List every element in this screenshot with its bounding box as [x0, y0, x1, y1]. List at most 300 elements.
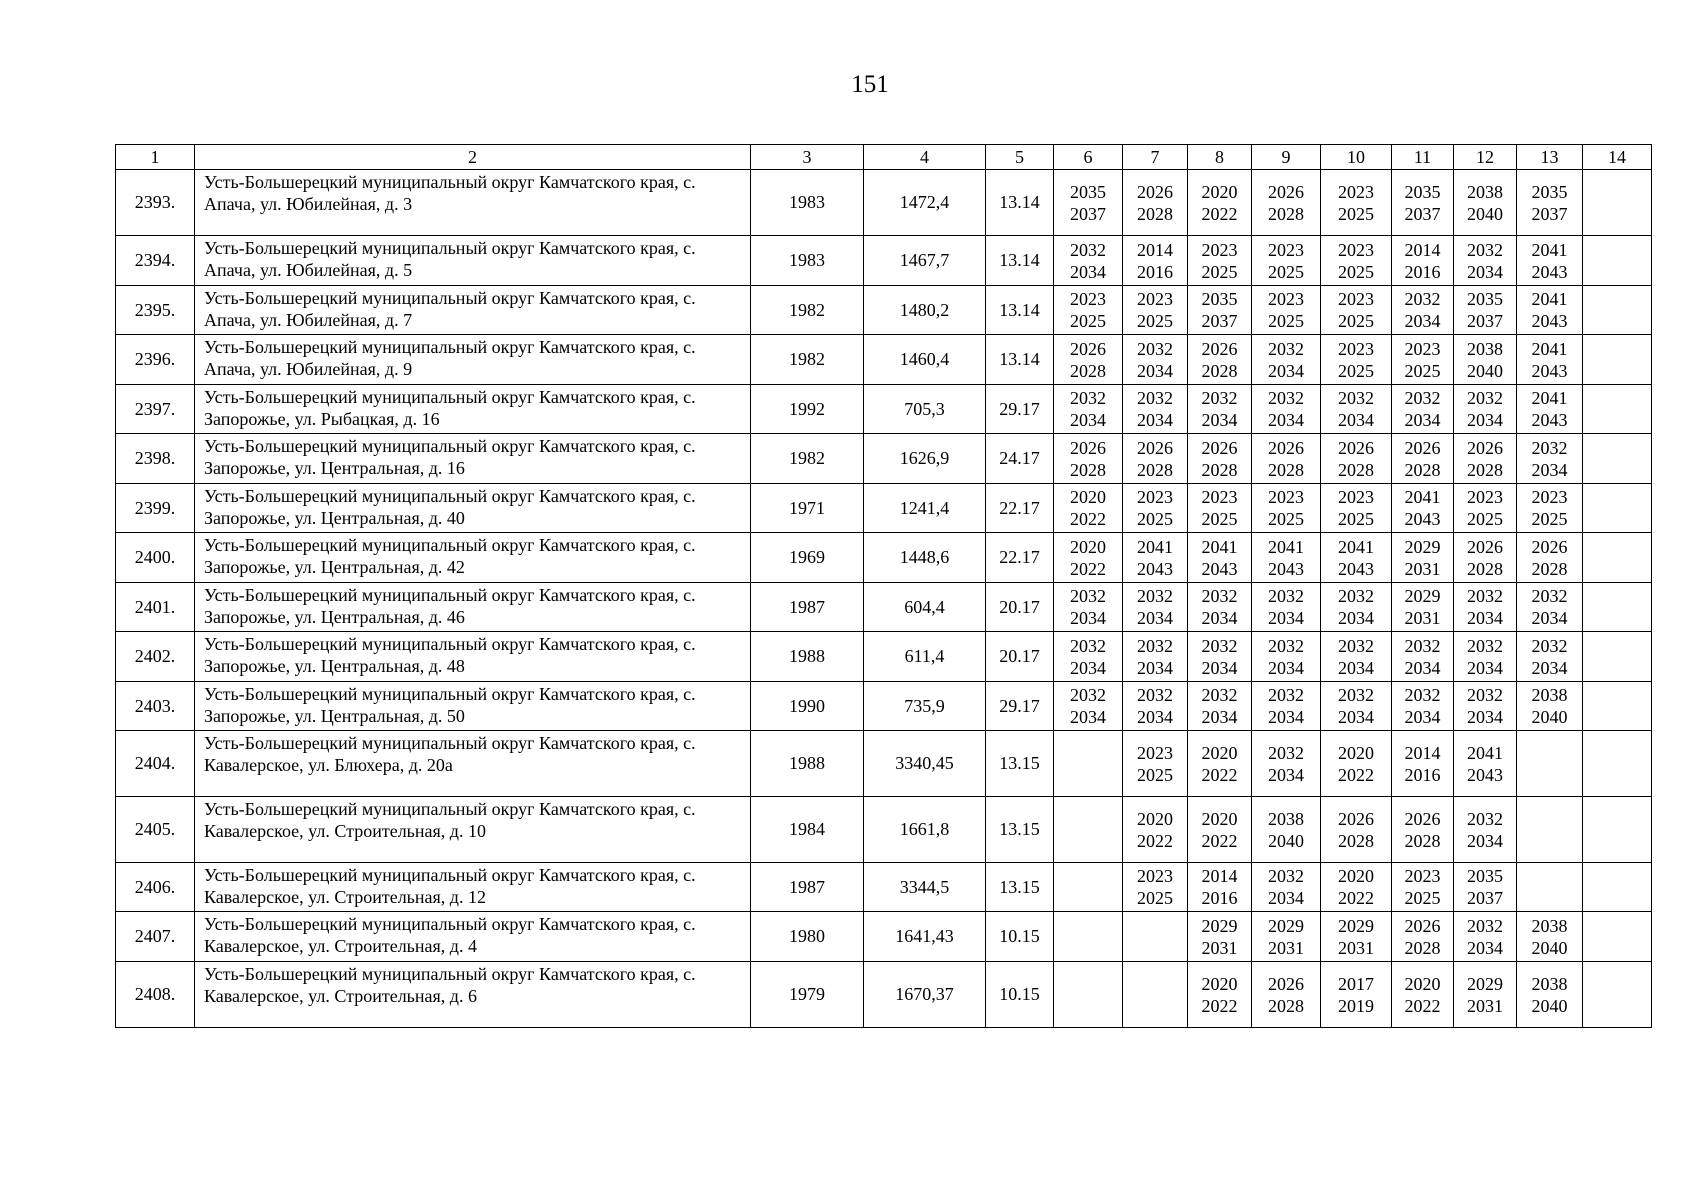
period-start-year: 2032	[1070, 239, 1106, 260]
period-cell-col-8	[1188, 731, 1252, 797]
period-cell-col-6	[1054, 484, 1123, 533]
period-range	[1252, 434, 1320, 483]
period-start-year: 2041	[1404, 487, 1441, 507]
period-range	[1517, 682, 1582, 730]
period-end-year: 2022	[1201, 764, 1238, 785]
period-cell-col-7	[1123, 484, 1188, 533]
period-end-year: 2025	[1404, 360, 1441, 381]
area-cell: 3340,45	[864, 731, 986, 797]
period-cell-col-13	[1517, 385, 1583, 434]
period-end-year: 2037	[1467, 311, 1503, 331]
area-cell: 1661,8	[864, 797, 986, 863]
area-cell: 611,4	[864, 632, 986, 682]
page-number: 151	[851, 71, 889, 98]
column-header-7: 7	[1123, 145, 1188, 170]
period-range	[1583, 912, 1651, 961]
row-number: 2408.	[116, 962, 195, 1028]
period-start-year: 2032	[1404, 635, 1441, 656]
period-cell-col-10	[1321, 335, 1392, 385]
period-start-year: 2029	[1338, 915, 1374, 936]
period-cell-col-9	[1252, 484, 1321, 533]
period-end-year: 2022	[1404, 995, 1441, 1016]
column-header-8: 8	[1188, 145, 1252, 170]
column-header-12: 12	[1454, 145, 1517, 170]
row-number: 2401.	[116, 583, 195, 632]
period-range	[1392, 434, 1453, 483]
row-number: 2406.	[116, 863, 195, 912]
period-range	[1517, 484, 1582, 532]
period-range	[1252, 236, 1320, 285]
period-range	[1054, 170, 1122, 235]
period-cell-col-12	[1454, 797, 1517, 863]
period-range	[1583, 583, 1651, 631]
period-end-year: 2037	[1201, 311, 1238, 331]
period-start-year: 2038	[1531, 915, 1568, 936]
code-cell: 13.15	[986, 797, 1054, 863]
period-start-year: 2020	[1201, 808, 1238, 829]
period-start-year: 2035	[1467, 289, 1503, 309]
period-cell-col-12	[1454, 385, 1517, 434]
period-end-year: 2034	[1070, 608, 1106, 628]
area-cell: 3344,5	[864, 863, 986, 912]
period-cell-col-14	[1583, 912, 1652, 962]
period-cell-col-11	[1392, 632, 1454, 682]
row-number: 2395.	[116, 286, 195, 335]
period-range	[1054, 385, 1122, 433]
period-start-year: 2032	[1201, 635, 1238, 656]
period-cell-col-7	[1123, 385, 1188, 434]
period-range	[1321, 682, 1391, 730]
period-start-year: 2032	[1268, 685, 1304, 705]
period-end-year: 2034	[1404, 707, 1441, 727]
period-cell-col-6	[1054, 912, 1123, 962]
period-start-year: 2023	[1338, 289, 1374, 309]
period-range	[1392, 385, 1453, 433]
column-header-2: 2	[195, 145, 751, 170]
period-start-year: 2032	[1137, 338, 1173, 359]
period-start-year: 2032	[1467, 239, 1503, 260]
period-range	[1321, 731, 1391, 796]
period-cell-col-13	[1517, 682, 1583, 731]
period-start-year: 2035	[1070, 181, 1106, 202]
period-cell-col-9	[1252, 962, 1321, 1028]
period-start-year: 2026	[1404, 437, 1441, 458]
period-start-year: 2035	[1201, 289, 1238, 309]
period-range	[1583, 533, 1651, 582]
year-built-cell: 1971	[751, 484, 864, 533]
period-end-year: 2025	[1137, 888, 1173, 908]
period-start-year: 2032	[1201, 388, 1238, 408]
period-end-year: 2034	[1467, 608, 1503, 628]
table-row	[116, 385, 1652, 434]
period-end-year: 2043	[1404, 509, 1441, 529]
period-start-year: 2023	[1070, 289, 1106, 309]
period-end-year: 2022	[1338, 888, 1374, 908]
period-cell-col-10	[1321, 632, 1392, 682]
period-start-year: 2032	[1070, 586, 1106, 606]
period-end-year: 2025	[1531, 509, 1568, 529]
period-cell-col-7	[1123, 583, 1188, 632]
period-cell-col-13	[1517, 484, 1583, 533]
period-end-year: 2034	[1467, 830, 1503, 851]
period-range	[1583, 484, 1651, 532]
period-start-year: 2020	[1201, 742, 1238, 763]
period-cell-col-7	[1123, 962, 1188, 1028]
period-cell-col-8	[1188, 533, 1252, 583]
period-end-year: 2037	[1467, 888, 1503, 908]
period-cell-col-9	[1252, 583, 1321, 632]
period-end-year: 2022	[1338, 764, 1374, 785]
period-end-year: 2025	[1268, 509, 1304, 529]
period-cell-col-11	[1392, 682, 1454, 731]
period-cell-col-13	[1517, 912, 1583, 962]
period-end-year: 2025	[1137, 311, 1173, 331]
period-end-year: 2034	[1531, 657, 1568, 678]
period-range	[1123, 335, 1187, 384]
period-cell-col-13	[1517, 170, 1583, 236]
period-start-year: 2023	[1268, 289, 1304, 309]
period-start-year: 2026	[1268, 973, 1304, 994]
period-end-year: 2028	[1404, 937, 1441, 958]
period-range	[1583, 731, 1651, 796]
period-end-year: 2040	[1531, 937, 1568, 958]
period-end-year: 2025	[1338, 311, 1374, 331]
period-cell-col-9	[1252, 533, 1321, 583]
period-end-year: 2022	[1201, 203, 1238, 224]
period-cell-col-6	[1054, 286, 1123, 335]
period-range	[1517, 632, 1582, 681]
code-cell: 29.17	[986, 682, 1054, 731]
housing-register-table	[115, 144, 1652, 1028]
period-range	[1188, 731, 1251, 796]
table-row	[116, 170, 1652, 236]
address-cell: Усть-Большерецкий муниципальный округ Камчатского края, с. Апача, ул. Юбилейная, д. 5	[195, 236, 751, 286]
period-cell-col-6	[1054, 385, 1123, 434]
code-cell: 29.17	[986, 385, 1054, 434]
period-start-year: 2041	[1531, 239, 1568, 260]
period-cell-col-6	[1054, 632, 1123, 682]
period-start-year: 2032	[1531, 437, 1568, 458]
period-start-year: 2041	[1338, 536, 1374, 557]
period-end-year: 2040	[1531, 995, 1568, 1016]
period-cell-col-8	[1188, 170, 1252, 236]
period-start-year: 2023	[1531, 487, 1568, 507]
period-cell-col-8	[1188, 286, 1252, 335]
year-built-cell: 1992	[751, 385, 864, 434]
period-range	[1123, 863, 1187, 911]
code-cell: 22.17	[986, 533, 1054, 583]
row-number: 2398.	[116, 434, 195, 484]
period-range	[1392, 286, 1453, 334]
period-end-year: 2016	[1201, 888, 1238, 908]
period-range	[1321, 863, 1391, 911]
period-cell-col-8	[1188, 962, 1252, 1028]
address-cell: Усть-Большерецкий муниципальный округ Камчатского края, с. Апача, ул. Юбилейная, д. 7	[195, 286, 751, 335]
period-cell-col-13	[1517, 797, 1583, 863]
period-start-year: 2023	[1201, 487, 1238, 507]
year-built-cell: 1988	[751, 731, 864, 797]
period-end-year: 2034	[1201, 657, 1238, 678]
period-end-year: 2034	[1137, 360, 1173, 381]
period-range	[1583, 236, 1651, 285]
code-cell: 13.15	[986, 731, 1054, 797]
row-number: 2403.	[116, 682, 195, 731]
period-range	[1123, 484, 1187, 532]
code-cell: 13.14	[986, 170, 1054, 236]
period-range	[1321, 335, 1391, 384]
period-range	[1054, 632, 1122, 681]
period-range	[1517, 170, 1582, 235]
period-cell-col-8	[1188, 797, 1252, 863]
period-end-year: 2040	[1467, 203, 1503, 224]
area-cell: 604,4	[864, 583, 986, 632]
period-start-year: 2029	[1268, 915, 1304, 936]
period-start-year: 2014	[1201, 866, 1238, 886]
period-range	[1321, 484, 1391, 532]
period-end-year: 2028	[1531, 558, 1568, 579]
period-range	[1454, 912, 1516, 961]
period-cell-col-6	[1054, 533, 1123, 583]
period-range	[1583, 682, 1651, 730]
period-range	[1454, 583, 1516, 631]
address-cell: Усть-Большерецкий муниципальный округ Камчатского края, с. Апача, ул. Юбилейная, д. 9	[195, 335, 751, 385]
period-cell-col-6	[1054, 236, 1123, 286]
period-range	[1583, 385, 1651, 433]
period-cell-col-10	[1321, 170, 1392, 236]
period-start-year: 2035	[1531, 181, 1568, 202]
period-cell-col-14	[1583, 632, 1652, 682]
period-range	[1454, 236, 1516, 285]
period-end-year: 2043	[1531, 261, 1568, 282]
table-row	[116, 912, 1652, 962]
period-range	[1454, 385, 1516, 433]
period-range	[1392, 170, 1453, 235]
period-range	[1454, 962, 1516, 1027]
period-cell-col-14	[1583, 170, 1652, 236]
period-start-year: 2023	[1137, 742, 1173, 763]
period-end-year: 2016	[1404, 764, 1441, 785]
period-end-year: 2031	[1268, 937, 1304, 958]
period-cell-col-12	[1454, 533, 1517, 583]
period-start-year: 2038	[1467, 338, 1503, 359]
period-end-year: 2028	[1201, 360, 1238, 381]
period-end-year: 2028	[1268, 459, 1304, 480]
period-range	[1123, 533, 1187, 582]
period-start-year: 2026	[1268, 181, 1304, 202]
period-start-year: 2023	[1137, 866, 1173, 886]
period-range	[1454, 863, 1516, 911]
period-cell-col-9	[1252, 797, 1321, 863]
period-cell-col-7	[1123, 682, 1188, 731]
area-cell: 1670,37	[864, 962, 986, 1028]
period-range	[1321, 170, 1391, 235]
period-range	[1321, 236, 1391, 285]
period-cell-col-10	[1321, 731, 1392, 797]
period-cell-col-6	[1054, 335, 1123, 385]
period-range	[1252, 533, 1320, 582]
period-start-year: 2032	[1467, 685, 1503, 705]
period-start-year: 2023	[1338, 487, 1374, 507]
period-start-year: 2023	[1338, 239, 1374, 260]
period-range	[1454, 434, 1516, 483]
period-range	[1123, 385, 1187, 433]
period-cell-col-10	[1321, 385, 1392, 434]
period-range	[1252, 731, 1320, 796]
period-cell-col-11	[1392, 797, 1454, 863]
period-cell-col-10	[1321, 797, 1392, 863]
period-range	[1252, 335, 1320, 384]
period-start-year: 2032	[1268, 866, 1304, 886]
period-end-year: 2028	[1404, 830, 1441, 851]
period-end-year: 2034	[1531, 459, 1568, 480]
period-end-year: 2031	[1404, 558, 1441, 579]
period-start-year: 2032	[1201, 685, 1238, 705]
address-cell: Усть-Большерецкий муниципальный округ Камчатского края, с. Кавалерское, ул. Строительная, д. 4	[195, 912, 751, 962]
period-range	[1392, 484, 1453, 532]
period-range	[1392, 583, 1453, 631]
address-cell: Усть-Большерецкий муниципальный округ Камчатского края, с. Запорожье, ул. Центральная, д. 16	[195, 434, 751, 484]
period-cell-col-14	[1583, 335, 1652, 385]
row-number: 2407.	[116, 912, 195, 962]
period-cell-col-6	[1054, 170, 1123, 236]
period-end-year: 2022	[1070, 558, 1106, 579]
period-start-year: 2032	[1467, 388, 1503, 408]
period-range	[1054, 863, 1122, 911]
period-start-year: 2038	[1268, 808, 1304, 829]
period-cell-col-9	[1252, 286, 1321, 335]
period-range	[1321, 632, 1391, 681]
period-start-year: 2026	[1338, 437, 1374, 458]
period-start-year: 2032	[1268, 388, 1304, 408]
year-built-cell: 1983	[751, 170, 864, 236]
area-cell: 1448,6	[864, 533, 986, 583]
period-range	[1392, 912, 1453, 961]
period-range	[1252, 484, 1320, 532]
period-cell-col-12	[1454, 912, 1517, 962]
period-end-year: 2031	[1201, 937, 1238, 958]
period-range	[1392, 863, 1453, 911]
period-end-year: 2034	[1137, 410, 1173, 430]
period-start-year: 2041	[1467, 742, 1503, 763]
period-cell-col-11	[1392, 484, 1454, 533]
row-number: 2402.	[116, 632, 195, 682]
period-range	[1321, 912, 1391, 961]
period-range	[1517, 863, 1582, 911]
period-end-year: 2034	[1268, 608, 1304, 628]
period-start-year: 2035	[1404, 181, 1441, 202]
period-cell-col-13	[1517, 863, 1583, 912]
table-row	[116, 434, 1652, 484]
period-start-year: 2032	[1137, 685, 1173, 705]
period-end-year: 2043	[1531, 360, 1568, 381]
period-range	[1321, 797, 1391, 862]
period-cell-col-13	[1517, 286, 1583, 335]
period-end-year: 2034	[1467, 707, 1503, 727]
period-start-year: 2026	[1338, 808, 1374, 829]
year-built-cell: 1982	[751, 286, 864, 335]
period-start-year: 2041	[1531, 289, 1568, 309]
period-cell-col-14	[1583, 484, 1652, 533]
period-cell-col-7	[1123, 335, 1188, 385]
period-end-year: 2034	[1338, 707, 1374, 727]
period-range	[1054, 434, 1122, 483]
period-range	[1188, 863, 1251, 911]
period-range	[1392, 962, 1453, 1027]
period-start-year: 2023	[1268, 239, 1304, 260]
period-end-year: 2034	[1338, 410, 1374, 430]
period-cell-col-11	[1392, 912, 1454, 962]
period-range	[1123, 583, 1187, 631]
period-end-year: 2028	[1268, 203, 1304, 224]
row-number: 2393.	[116, 170, 195, 236]
period-start-year: 2026	[1070, 338, 1106, 359]
period-start-year: 2032	[1404, 289, 1441, 309]
period-range	[1054, 731, 1122, 796]
address-cell: Усть-Большерецкий муниципальный округ Камчатского края, с. Кавалерское, ул. Строительная, д. 10	[195, 797, 751, 863]
period-cell-col-12	[1454, 236, 1517, 286]
period-start-year: 2029	[1467, 973, 1503, 994]
period-range	[1252, 912, 1320, 961]
period-start-year: 2014	[1137, 239, 1173, 260]
period-range	[1188, 484, 1251, 532]
area-cell: 1241,4	[864, 484, 986, 533]
period-end-year: 2034	[1268, 764, 1304, 785]
period-cell-col-12	[1454, 170, 1517, 236]
year-built-cell: 1990	[751, 682, 864, 731]
period-start-year: 2023	[1137, 487, 1173, 507]
area-cell: 705,3	[864, 385, 986, 434]
period-end-year: 2025	[1137, 509, 1173, 529]
area-cell: 1641,43	[864, 912, 986, 962]
period-range	[1252, 286, 1320, 334]
period-start-year: 2029	[1404, 586, 1441, 606]
column-header-13: 13	[1517, 145, 1583, 170]
period-cell-col-11	[1392, 385, 1454, 434]
period-cell-col-7	[1123, 533, 1188, 583]
period-start-year: 2032	[1467, 808, 1503, 829]
period-cell-col-10	[1321, 484, 1392, 533]
year-built-cell: 1988	[751, 632, 864, 682]
period-cell-col-8	[1188, 912, 1252, 962]
period-start-year: 2032	[1404, 685, 1441, 705]
period-range	[1583, 170, 1651, 235]
period-range	[1583, 797, 1651, 862]
period-start-year: 2026	[1467, 536, 1503, 557]
period-cell-col-8	[1188, 583, 1252, 632]
period-start-year: 2026	[1404, 915, 1441, 936]
period-range	[1123, 632, 1187, 681]
period-start-year: 2032	[1338, 635, 1374, 656]
year-built-cell: 1984	[751, 797, 864, 863]
period-start-year: 2032	[1268, 338, 1304, 359]
column-header-14: 14	[1583, 145, 1652, 170]
period-range	[1123, 682, 1187, 730]
period-cell-col-13	[1517, 335, 1583, 385]
period-range	[1123, 170, 1187, 235]
period-range	[1188, 797, 1251, 862]
period-range	[1583, 962, 1651, 1027]
period-end-year: 2043	[1338, 558, 1374, 579]
period-cell-col-11	[1392, 434, 1454, 484]
code-cell: 20.17	[986, 632, 1054, 682]
period-end-year: 2043	[1201, 558, 1238, 579]
period-cell-col-13	[1517, 434, 1583, 484]
period-end-year: 2034	[1070, 707, 1106, 727]
period-cell-col-11	[1392, 335, 1454, 385]
period-cell-col-14	[1583, 583, 1652, 632]
address-cell: Усть-Большерецкий муниципальный округ Камчатского края, с. Апача, ул. Юбилейная, д. 3	[195, 170, 751, 236]
period-cell-col-7	[1123, 797, 1188, 863]
